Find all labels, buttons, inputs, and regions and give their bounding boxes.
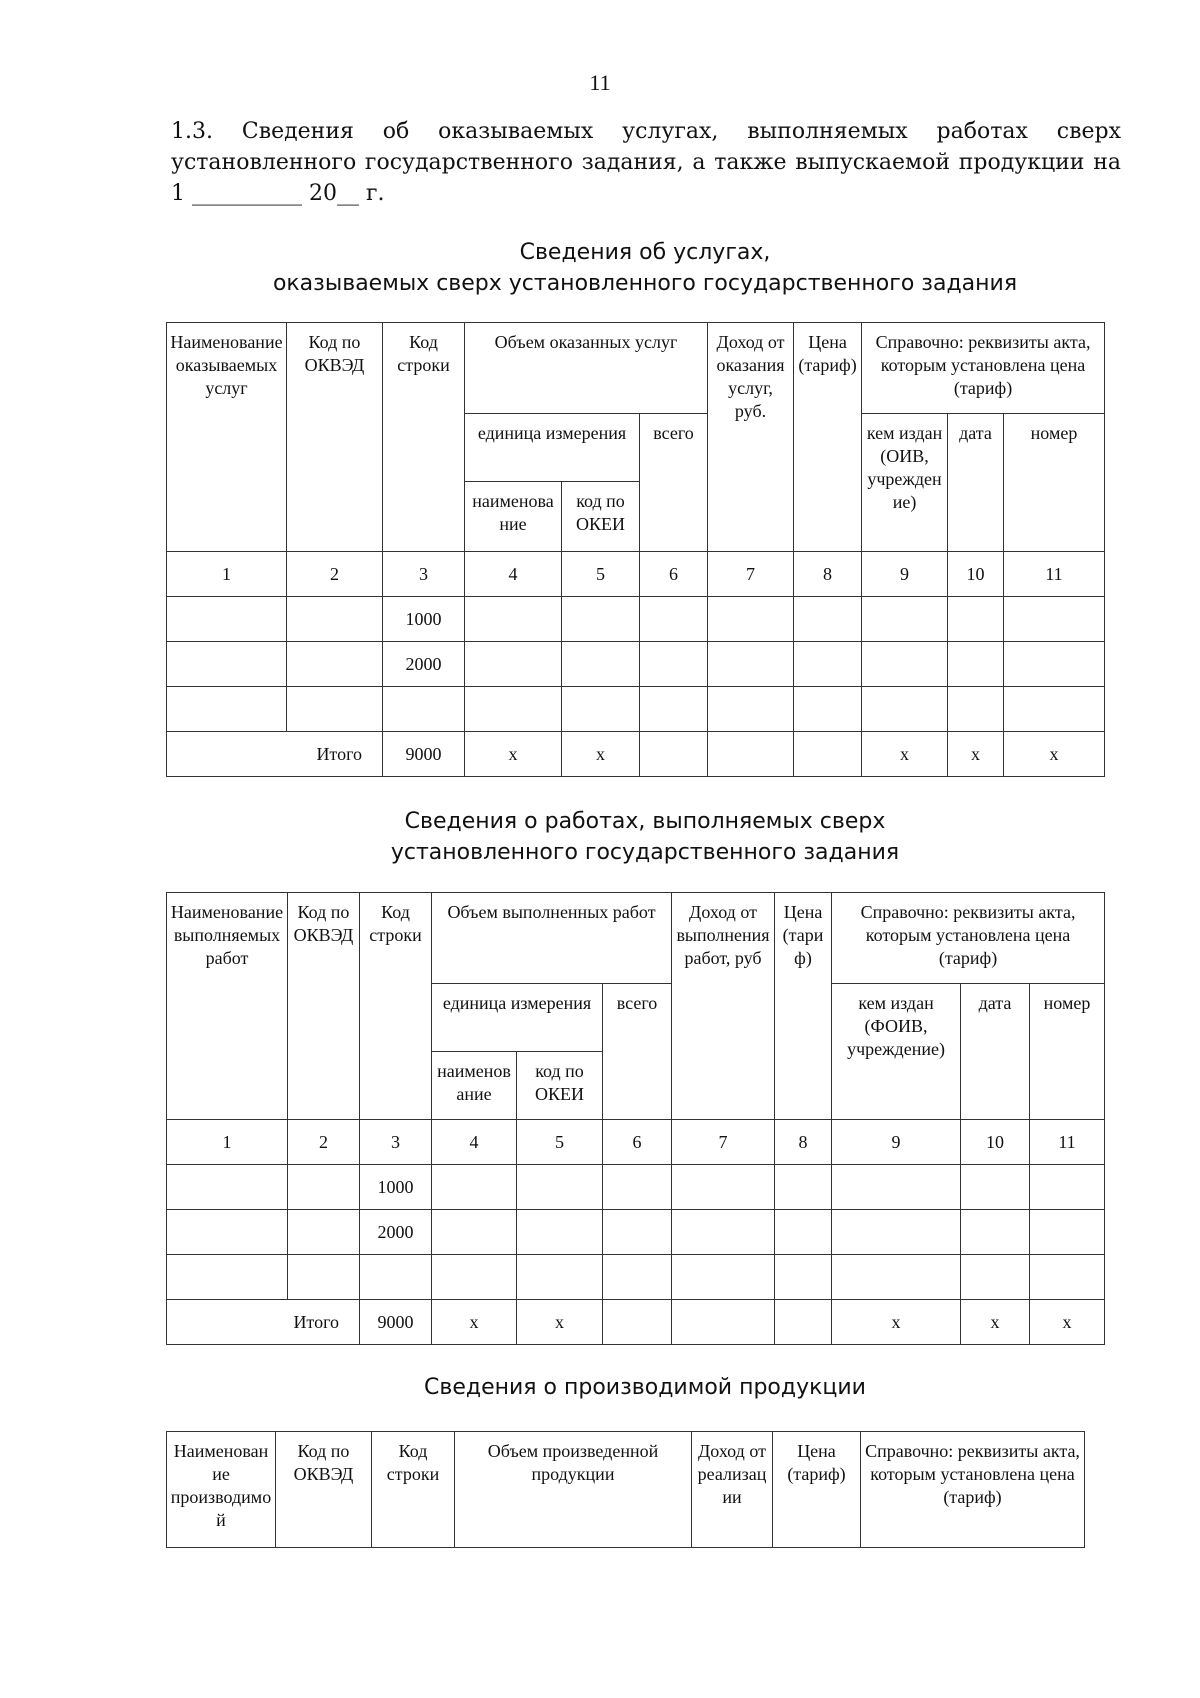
cell[interactable] bbox=[517, 1255, 603, 1300]
col-number: 8 bbox=[775, 1120, 832, 1165]
header-income: Доход от оказания услуг, руб. bbox=[708, 323, 794, 552]
x-mark: х bbox=[465, 732, 562, 777]
cell[interactable] bbox=[288, 1165, 360, 1210]
cell[interactable] bbox=[603, 1300, 672, 1345]
row-code: 1000 bbox=[383, 597, 465, 642]
works-title bbox=[0, 806, 1200, 868]
col-number: 5 bbox=[517, 1120, 603, 1165]
header-income: Доход от реализации bbox=[692, 1432, 773, 1548]
cell[interactable] bbox=[1004, 642, 1105, 687]
col-number: 6 bbox=[640, 552, 708, 597]
header-total: всего bbox=[603, 984, 672, 1120]
col-number: 10 bbox=[948, 552, 1004, 597]
x-mark: х bbox=[432, 1300, 517, 1345]
services-table bbox=[166, 322, 1105, 777]
header-unit-name: наименование bbox=[432, 1052, 517, 1120]
cell[interactable] bbox=[1004, 597, 1105, 642]
col-number: 9 bbox=[832, 1120, 961, 1165]
row-code bbox=[383, 687, 465, 732]
header-unit-name: наименование bbox=[465, 482, 562, 552]
cell[interactable] bbox=[562, 642, 640, 687]
header-volume: Объем выполненных работ bbox=[432, 893, 672, 984]
header-okved: Код по ОКВЭД bbox=[287, 323, 383, 552]
cell[interactable] bbox=[794, 687, 862, 732]
services-title-line-2: оказываемых сверх установленного государственного задания bbox=[272, 271, 1018, 296]
cell[interactable] bbox=[961, 1165, 1030, 1210]
header-issued-by: кем издан (ОИВ, учреждение) bbox=[862, 414, 948, 552]
cell[interactable] bbox=[832, 1210, 961, 1255]
header-row-code: Код строки bbox=[383, 323, 465, 552]
cell[interactable] bbox=[672, 1165, 775, 1210]
cell[interactable] bbox=[672, 1210, 775, 1255]
cell[interactable] bbox=[562, 597, 640, 642]
works-title-line-1: Сведения о работах, выполняемых сверх bbox=[404, 809, 886, 834]
cell[interactable] bbox=[167, 1165, 288, 1210]
cell[interactable] bbox=[603, 1255, 672, 1300]
header-reference: Справочно: реквизиты акта, которым установлена цена (тариф) bbox=[861, 1432, 1085, 1548]
cell[interactable] bbox=[672, 1255, 775, 1300]
header-unit: единица измерения bbox=[465, 414, 640, 482]
cell[interactable] bbox=[862, 597, 948, 642]
col-number: 2 bbox=[287, 552, 383, 597]
cell[interactable] bbox=[862, 642, 948, 687]
col-number: 6 bbox=[603, 1120, 672, 1165]
intro-line-3: 1 __________ 20__ г. bbox=[171, 181, 385, 206]
x-mark: х bbox=[862, 732, 948, 777]
header-price: Цена (тариф) bbox=[775, 893, 832, 1120]
x-mark: х bbox=[1030, 1300, 1105, 1345]
x-mark: х bbox=[562, 732, 640, 777]
header-volume: Объем произведенной продукции bbox=[455, 1432, 692, 1548]
cell[interactable] bbox=[517, 1210, 603, 1255]
cell[interactable] bbox=[708, 642, 794, 687]
row-code: 2000 bbox=[383, 642, 465, 687]
products-table bbox=[166, 1431, 1085, 1548]
header-okei: код по ОКЕИ bbox=[517, 1052, 603, 1120]
services-title-line-1: Сведения об услугах, bbox=[519, 240, 771, 265]
cell[interactable] bbox=[640, 732, 708, 777]
cell[interactable] bbox=[562, 687, 640, 732]
table-row bbox=[167, 642, 1105, 687]
header-okved: Код по ОКВЭД bbox=[288, 893, 360, 1120]
table-row bbox=[167, 597, 1105, 642]
col-number: 10 bbox=[961, 1120, 1030, 1165]
cell[interactable] bbox=[432, 1210, 517, 1255]
cell[interactable] bbox=[961, 1210, 1030, 1255]
cell[interactable] bbox=[775, 1165, 832, 1210]
cell[interactable] bbox=[948, 597, 1004, 642]
cell[interactable] bbox=[287, 597, 383, 642]
works-title-line-2: установленного государственного задания bbox=[390, 840, 900, 865]
cell[interactable] bbox=[167, 642, 287, 687]
col-number: 8 bbox=[794, 552, 862, 597]
cell[interactable] bbox=[465, 642, 562, 687]
header-name: Наименование производимой bbox=[167, 1432, 276, 1548]
cell[interactable] bbox=[167, 1210, 288, 1255]
cell[interactable] bbox=[794, 642, 862, 687]
header-row-code: Код строки bbox=[372, 1432, 455, 1548]
x-mark: х bbox=[1004, 732, 1105, 777]
cell[interactable] bbox=[465, 687, 562, 732]
x-mark: х bbox=[832, 1300, 961, 1345]
header-okei: код по ОКЕИ bbox=[562, 482, 640, 552]
col-number: 9 bbox=[862, 552, 948, 597]
header-name: Наименование выполняемых работ bbox=[167, 893, 288, 1120]
header-total: всего bbox=[640, 414, 708, 552]
cell[interactable] bbox=[603, 1210, 672, 1255]
works-table bbox=[166, 892, 1105, 1345]
header-price: Цена (тариф) bbox=[794, 323, 862, 552]
cell[interactable] bbox=[775, 1210, 832, 1255]
header-reference: Справочно: реквизиты акта, которым установлена цена (тариф) bbox=[862, 323, 1105, 414]
total-label: Итого bbox=[167, 732, 383, 777]
col-number: 1 bbox=[167, 552, 287, 597]
header-volume: Объем оказанных услуг bbox=[465, 323, 708, 414]
col-number: 4 bbox=[465, 552, 562, 597]
cell[interactable] bbox=[640, 597, 708, 642]
services-title bbox=[0, 237, 1200, 299]
cell[interactable] bbox=[794, 597, 862, 642]
col-number: 3 bbox=[383, 552, 465, 597]
header-date: дата bbox=[961, 984, 1030, 1120]
table-row bbox=[167, 1165, 1105, 1210]
cell[interactable] bbox=[832, 1255, 961, 1300]
cell[interactable] bbox=[794, 732, 862, 777]
cell[interactable] bbox=[1030, 1255, 1105, 1300]
header-name: Наименование оказываемых услуг bbox=[167, 323, 287, 552]
cell[interactable] bbox=[287, 687, 383, 732]
section-intro bbox=[171, 116, 1121, 209]
cell[interactable] bbox=[288, 1210, 360, 1255]
table-row bbox=[167, 1255, 1105, 1300]
header-issued-by: кем издан (ФОИВ, учреждение) bbox=[832, 984, 961, 1120]
products-title-line: Сведения о производимой продукции bbox=[424, 1375, 866, 1400]
row-code: 1000 bbox=[360, 1165, 432, 1210]
col-number: 2 bbox=[288, 1120, 360, 1165]
total-code: 9000 bbox=[360, 1300, 432, 1345]
cell[interactable] bbox=[1030, 1165, 1105, 1210]
cell[interactable] bbox=[1004, 687, 1105, 732]
intro-line-1: 1.3. Сведения об оказываемых услугах, выполняемых работах сверх bbox=[171, 119, 1121, 144]
cell[interactable] bbox=[832, 1165, 961, 1210]
cell[interactable] bbox=[288, 1255, 360, 1300]
col-number: 5 bbox=[562, 552, 640, 597]
cell[interactable] bbox=[287, 642, 383, 687]
header-number: номер bbox=[1030, 984, 1105, 1120]
col-number: 7 bbox=[672, 1120, 775, 1165]
col-number: 11 bbox=[1004, 552, 1105, 597]
total-code: 9000 bbox=[383, 732, 465, 777]
cell[interactable] bbox=[1030, 1210, 1105, 1255]
header-reference: Справочно: реквизиты акта, которым установлена цена (тариф) bbox=[832, 893, 1105, 984]
cell[interactable] bbox=[603, 1165, 672, 1210]
cell[interactable] bbox=[432, 1165, 517, 1210]
cell[interactable] bbox=[167, 1255, 288, 1300]
cell[interactable] bbox=[465, 597, 562, 642]
cell[interactable] bbox=[167, 597, 287, 642]
page-number: 11 bbox=[589, 70, 611, 95]
x-mark: х bbox=[948, 732, 1004, 777]
header-number: номер bbox=[1004, 414, 1105, 552]
cell[interactable] bbox=[517, 1165, 603, 1210]
total-row bbox=[167, 732, 1105, 777]
cell[interactable] bbox=[708, 597, 794, 642]
cell[interactable] bbox=[432, 1255, 517, 1300]
x-mark: х bbox=[517, 1300, 603, 1345]
column-numbers-row bbox=[167, 1120, 1105, 1165]
header-okved: Код по ОКВЭД bbox=[276, 1432, 372, 1548]
products-title bbox=[0, 1372, 1200, 1403]
header-price: Цена (тариф) bbox=[773, 1432, 861, 1548]
col-number: 4 bbox=[432, 1120, 517, 1165]
col-number: 11 bbox=[1030, 1120, 1105, 1165]
cell[interactable] bbox=[775, 1255, 832, 1300]
cell[interactable] bbox=[672, 1300, 775, 1345]
cell[interactable] bbox=[167, 687, 287, 732]
row-code: 2000 bbox=[360, 1210, 432, 1255]
header-unit: единица измерения bbox=[432, 984, 603, 1052]
cell[interactable] bbox=[961, 1255, 1030, 1300]
col-number: 1 bbox=[167, 1120, 288, 1165]
table-row bbox=[167, 687, 1105, 732]
col-number: 7 bbox=[708, 552, 794, 597]
cell[interactable] bbox=[948, 642, 1004, 687]
header-row-code: Код строки bbox=[360, 893, 432, 1120]
cell[interactable] bbox=[708, 687, 794, 732]
header-income: Доход от выполнения работ, руб bbox=[672, 893, 775, 1120]
intro-line-2: установленного государственного задания, а также выпускаемой продукции на bbox=[171, 150, 1121, 175]
cell[interactable] bbox=[775, 1300, 832, 1345]
cell[interactable] bbox=[708, 732, 794, 777]
total-row bbox=[167, 1300, 1105, 1345]
total-label: Итого bbox=[167, 1300, 360, 1345]
column-numbers-row bbox=[167, 552, 1105, 597]
cell[interactable] bbox=[948, 687, 1004, 732]
x-mark: х bbox=[961, 1300, 1030, 1345]
table-row bbox=[167, 1210, 1105, 1255]
col-number: 3 bbox=[360, 1120, 432, 1165]
header-date: дата bbox=[948, 414, 1004, 552]
row-code bbox=[360, 1255, 432, 1300]
cell[interactable] bbox=[862, 687, 948, 732]
cell[interactable] bbox=[640, 642, 708, 687]
cell[interactable] bbox=[640, 687, 708, 732]
